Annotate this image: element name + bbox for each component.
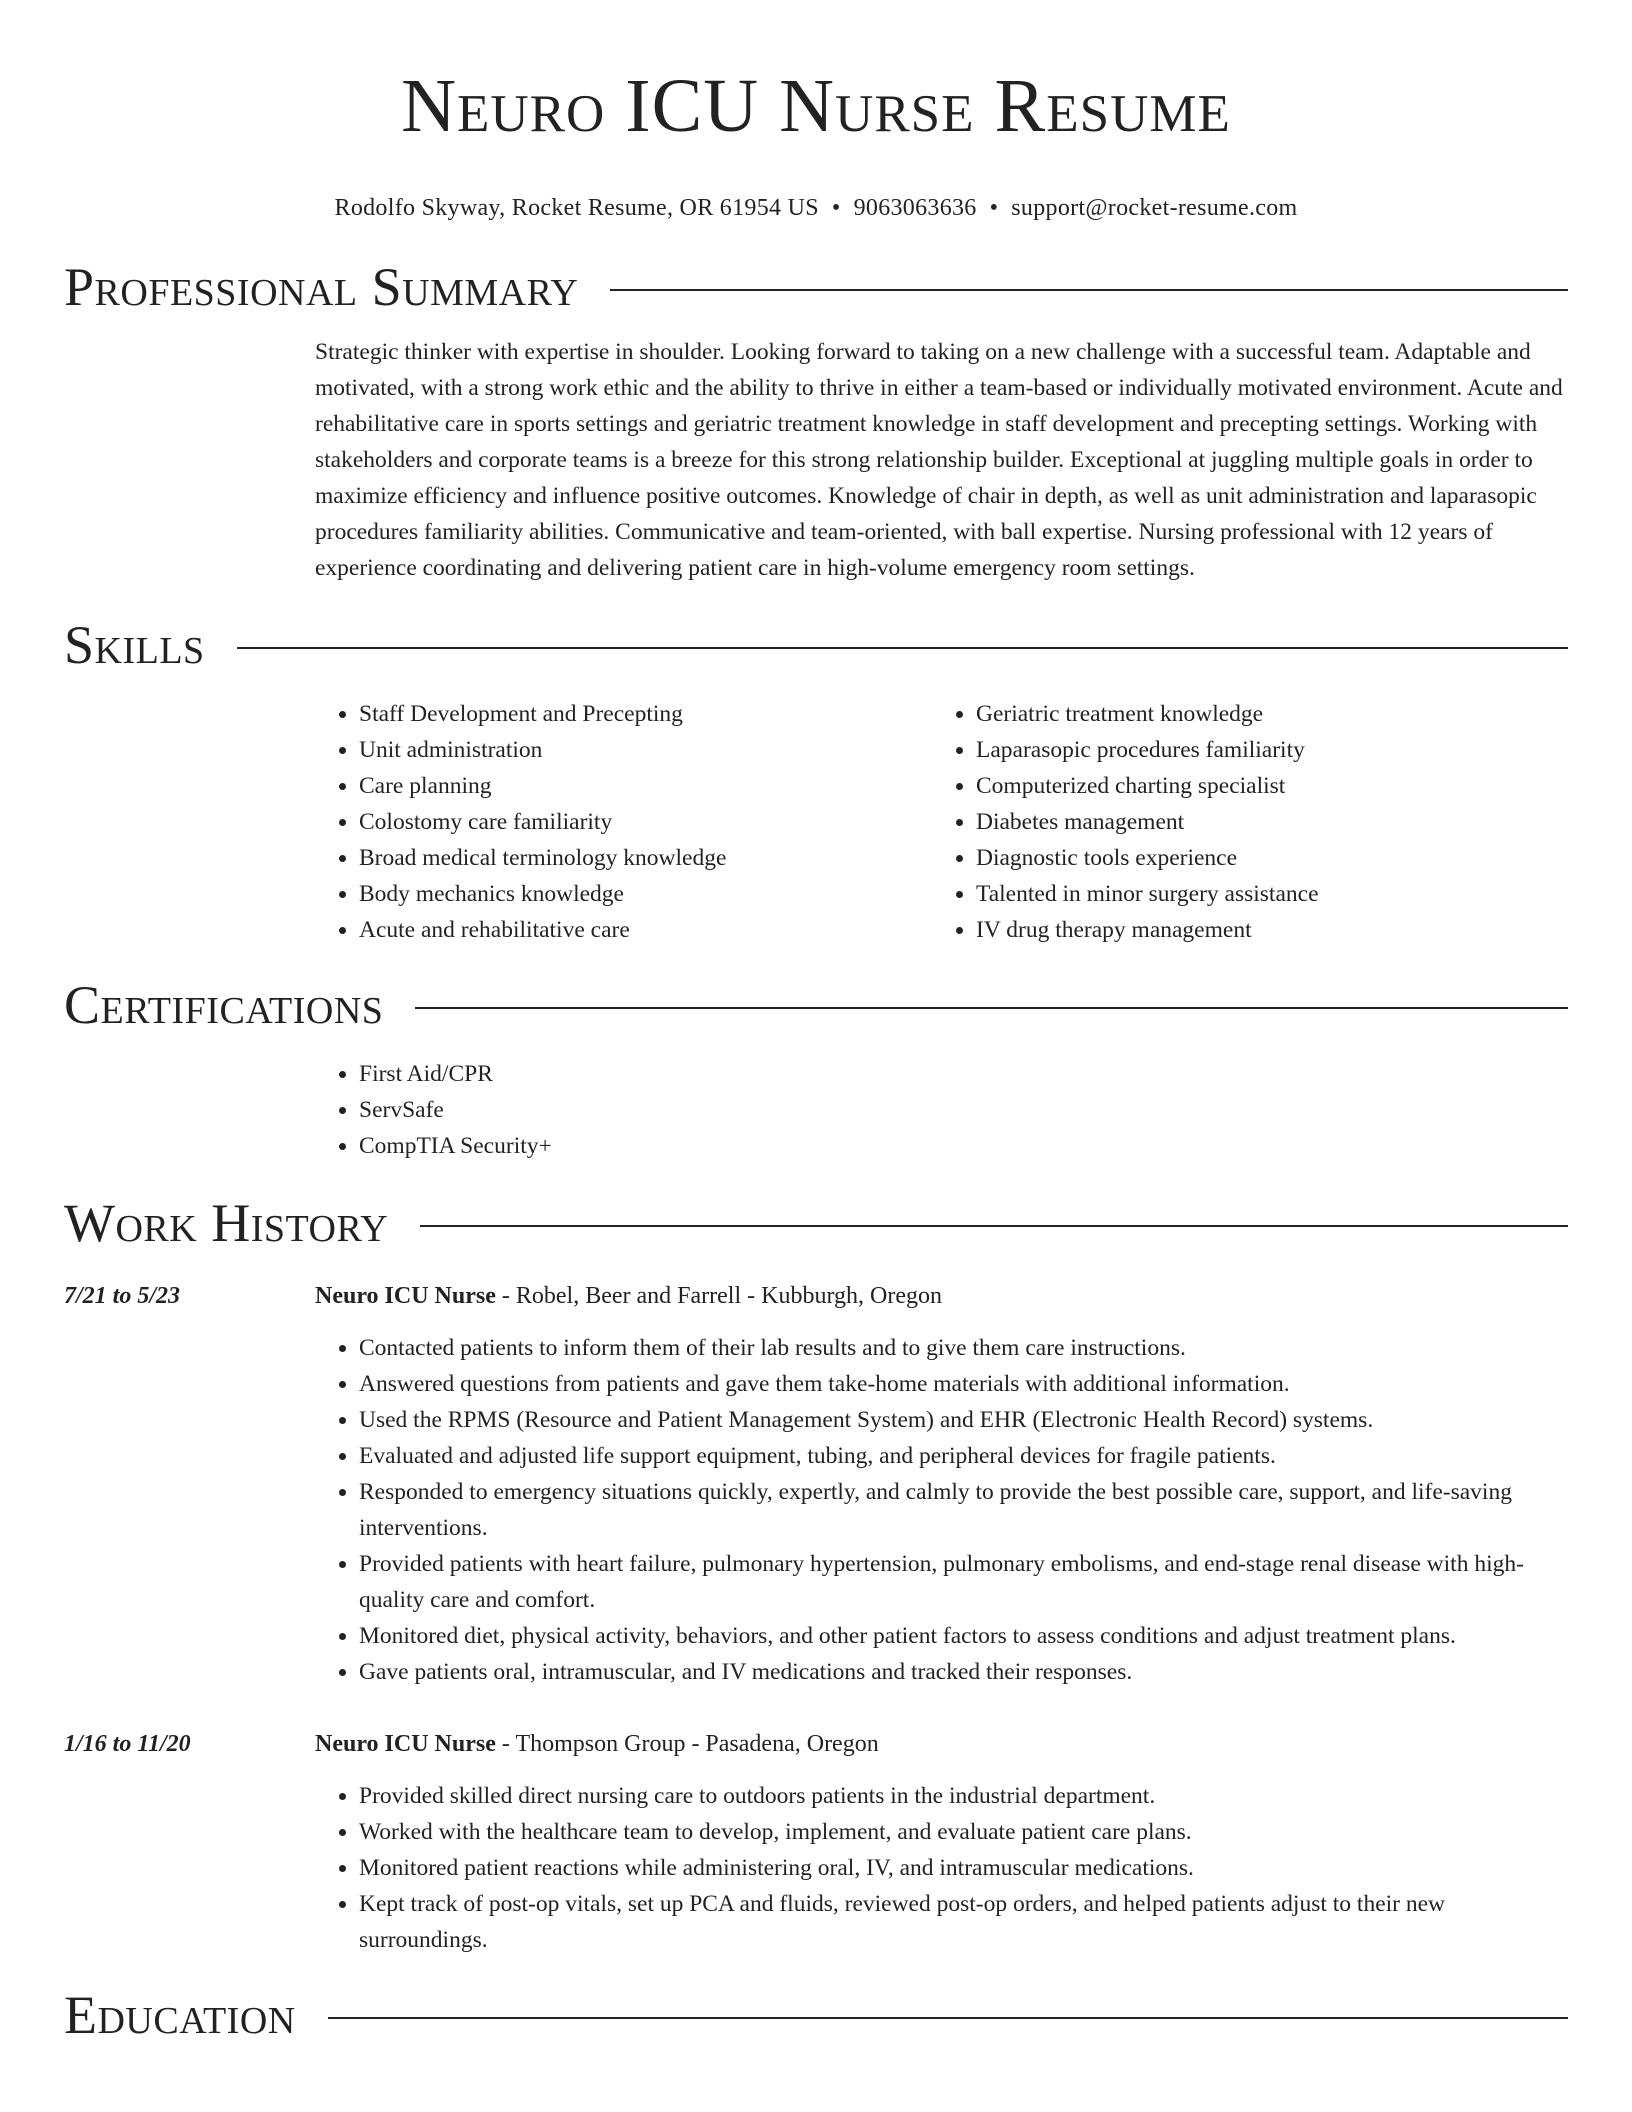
job-bullet: • Evaluated and adjusted life support equipment, tubing, and peripheral devices for fragile patients. — [359, 1438, 1568, 1474]
contact-line — [64, 192, 1568, 224]
job-bullet: • Provided skilled direct nursing care to outdoors patients in the industrial department. — [359, 1778, 1568, 1814]
skills-list — [315, 696, 1568, 948]
job-entry — [64, 1726, 1568, 1958]
skill-item: • Talented in minor surgery assistance — [976, 876, 1549, 912]
job-entry — [64, 1278, 1568, 1690]
job-header — [64, 1726, 1568, 1762]
skill-item: • Geriatric treatment knowledge — [976, 696, 1549, 732]
resume-title: Neuro ICU Nurse Resume — [401, 64, 1231, 148]
job-bullet: • Kept track of post-op vitals, set up PCA and fluids, reviewed post-op orders, and helped patients adjust to their new surroundings. — [359, 1886, 1568, 1958]
contact-address: Rodolfo Skyway, Rocket Resume, OR 61954 US — [334, 195, 819, 221]
section-summary-header — [64, 254, 1568, 320]
skill-item: • Acute and rehabilitative care — [359, 912, 932, 948]
skill-item: • Broad medical terminology knowledge — [359, 840, 932, 876]
job-bullets — [315, 1330, 1568, 1690]
job-bullet: • Answered questions from patients and gave them take-home materials with additional information. — [359, 1366, 1568, 1402]
job-bullet: • Contacted patients to inform them of their lab results and to give them care instructions. — [359, 1330, 1568, 1366]
certifications-list — [315, 1056, 1568, 1164]
certification-item: • CompTIA Security+ — [359, 1128, 1568, 1164]
skills-column-right — [932, 696, 1549, 948]
skill-item: • Body mechanics knowledge — [359, 876, 932, 912]
job-bullet: • Responded to emergency situations quickly, expertly, and calmly to provide the best possible care, support, and life-saving interventions. — [359, 1474, 1568, 1546]
section-heading-skills: Skills — [64, 615, 205, 675]
section-certifications-header — [64, 972, 1568, 1038]
job-title-line — [315, 1278, 942, 1314]
section-rule — [420, 1225, 1568, 1227]
skill-item: • Diagnostic tools experience — [976, 840, 1549, 876]
skill-item: • Colostomy care familiarity — [359, 804, 932, 840]
job-employer: - Thompson Group - Pasadena, Oregon — [495, 1731, 879, 1757]
section-rule — [610, 289, 1568, 291]
job-header — [64, 1278, 1568, 1314]
section-education-header — [64, 1982, 1568, 2048]
skill-item: • Staff Development and Precepting — [359, 696, 932, 732]
summary-text: Strategic thinker with expertise in shoulder. Looking forward to taking on a new challenge with a successful team. Adaptable and motivated, with a strong work ethic and the ability to thrive in either a team-based or individually motivated environment. Acute and rehabilitative care in sports settings and geriatric treatment knowledge in staff development and precepting settings. Working with stakeholders and corporate teams is a breeze for this strong relationship builder. Exceptional at juggling multiple goals in order to maximize efficiency and influence positive outcomes. Knowledge of chair in depth, as well as unit administration and laparasopic procedures familiarity abilities. Communicative and team-oriented, with ball expertise. Nursing professional with 12 years of experience coordinating and delivering patient care in high-volume emergency room settings. — [315, 339, 1563, 581]
job-title: Neuro ICU Nurse — [315, 1731, 496, 1757]
section-rule — [415, 1007, 1568, 1009]
section-heading-summary: Professional Summary — [64, 257, 579, 317]
job-bullet: • Used the RPMS (Resource and Patient Management System) and EHR (Electronic Health Record) systems. — [359, 1402, 1568, 1438]
job-bullet: • Provided patients with heart failure, pulmonary hypertension, pulmonary embolisms, and end-stage renal disease with high-quality care and comfort. — [359, 1546, 1568, 1618]
skill-item: • IV drug therapy management — [976, 912, 1549, 948]
job-title: Neuro ICU Nurse — [315, 1283, 496, 1309]
job-bullet: • Gave patients oral, intramuscular, and IV medications and tracked their responses. — [359, 1654, 1568, 1690]
skill-item: • Unit administration — [359, 732, 932, 768]
job-title-line — [315, 1726, 879, 1762]
skills-column-left — [315, 696, 932, 948]
job-dates: 7/21 to 5/23 — [64, 1283, 181, 1309]
job-dates: 1/16 to 11/20 — [64, 1731, 191, 1757]
job-bullets — [315, 1778, 1568, 1958]
certification-item: • First Aid/CPR — [359, 1056, 1568, 1092]
certification-item: • ServSafe — [359, 1092, 1568, 1128]
section-skills-header — [64, 612, 1568, 678]
job-employer: - Robel, Beer and Farrell - Kubburgh, Oregon — [495, 1283, 942, 1309]
section-rule — [328, 2017, 1568, 2019]
job-bullet: • Monitored patient reactions while administering oral, IV, and intramuscular medications. — [359, 1850, 1568, 1886]
contact-separator: • — [989, 195, 999, 221]
skill-item: • Laparasopic procedures familiarity — [976, 732, 1549, 768]
section-heading-certifications: Certifications — [64, 975, 384, 1035]
job-bullet: • Monitored diet, physical activity, behaviors, and other patient factors to assess conditions and adjust treatment plans. — [359, 1618, 1568, 1654]
skill-item: • Computerized charting specialist — [976, 768, 1549, 804]
job-bullet: • Worked with the healthcare team to develop, implement, and evaluate patient care plans. — [359, 1814, 1568, 1850]
section-heading-education: Education — [64, 1985, 296, 2045]
contact-email: support@rocket-resume.com — [1011, 195, 1298, 221]
contact-phone: 9063063636 — [853, 195, 977, 221]
section-work-header — [64, 1190, 1568, 1256]
contact-separator: • — [831, 195, 841, 221]
skill-item: • Care planning — [359, 768, 932, 804]
section-heading-work: Work History — [64, 1193, 389, 1253]
section-rule — [237, 647, 1568, 649]
skill-item: • Diabetes management — [976, 804, 1549, 840]
